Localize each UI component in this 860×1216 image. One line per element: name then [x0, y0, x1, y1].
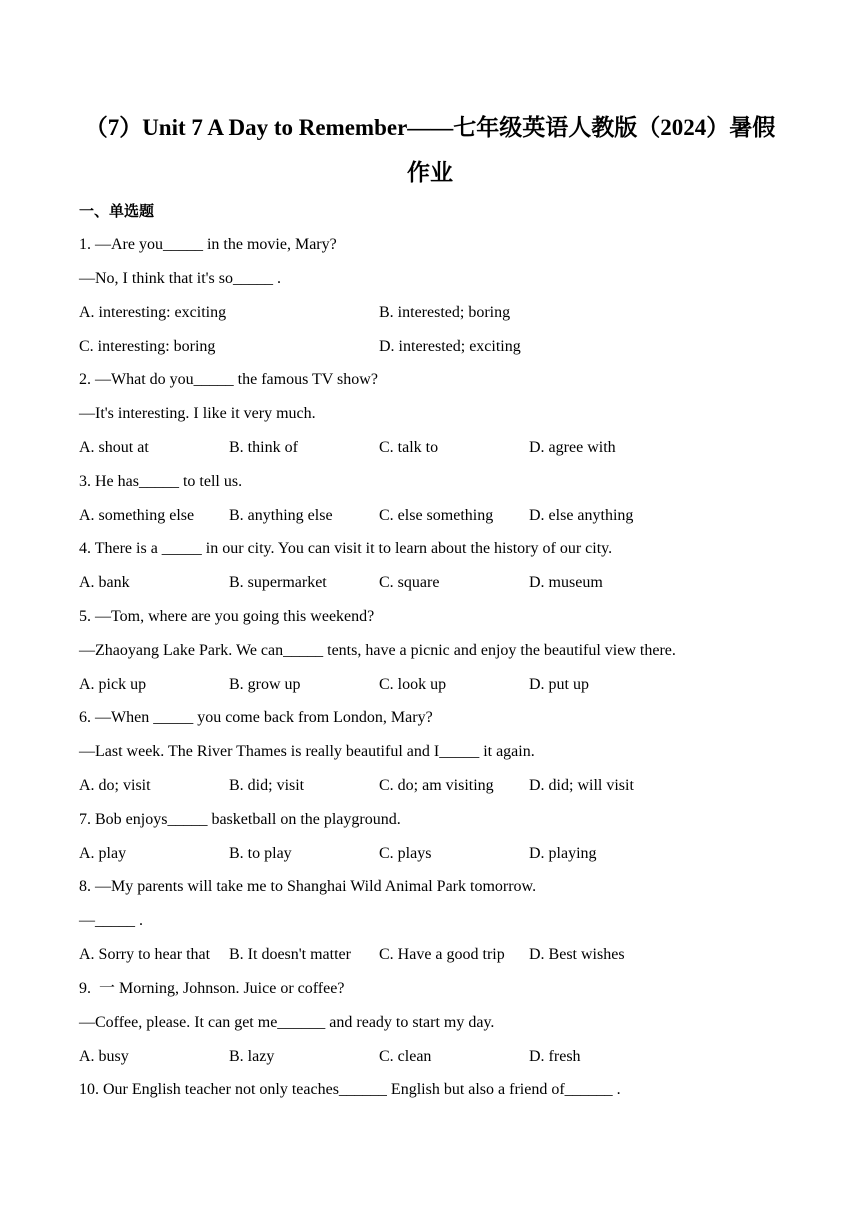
option-a: A. do; visit [79, 777, 151, 794]
question-stem: —_____ . [79, 912, 143, 929]
option-c: C. square [379, 574, 440, 591]
option-a: A. play [79, 845, 127, 862]
question-stem: 7. Bob enjoys_____ basketball on the playground. [79, 811, 401, 828]
option-a: A. shout at [79, 439, 149, 456]
option-a: A. pick up [79, 676, 147, 693]
question-stem: 4. There is a _____ in our city. You can visit it to learn about the history of our city. [79, 540, 613, 557]
page-title-continued: 作业 [407, 160, 453, 185]
option-c: C. else something [379, 507, 494, 524]
option-b: B. did; visit [229, 777, 305, 794]
option-d: D. Best wishes [529, 946, 625, 963]
option-a: A. Sorry to hear that [79, 946, 211, 963]
option-a: A. interesting: exciting [79, 304, 227, 321]
option-d: D. agree with [529, 439, 616, 456]
question-stem: 8. —My parents will take me to Shanghai Wild Animal Park tomorrow. [79, 878, 537, 895]
option-c: C. interesting: boring [79, 338, 216, 355]
question-stem: —It's interesting. I like it very much. [79, 405, 316, 422]
option-b: B. think of [229, 439, 298, 456]
question-stem: 1. —Are you_____ in the movie, Mary? [79, 236, 337, 253]
question-stem: 10. Our English teacher not only teaches______ English but also a friend of______ . [79, 1081, 621, 1098]
question-stem: 5. —Tom, where are you going this weekend? [79, 608, 375, 625]
option-b: B. lazy [229, 1048, 275, 1065]
option-b: B. interested; boring [379, 304, 511, 321]
option-d: D. museum [529, 574, 603, 591]
option-b: B. supermarket [229, 574, 327, 591]
option-a: A. busy [79, 1048, 129, 1065]
option-c: C. Have a good trip [379, 946, 505, 963]
option-c: C. talk to [379, 439, 439, 456]
option-b: B. grow up [229, 676, 301, 693]
option-d: D. did; will visit [529, 777, 634, 794]
question-stem: 2. —What do you_____ the famous TV show? [79, 371, 378, 388]
question-stem: —Zhaoyang Lake Park. We can_____ tents, have a picnic and enjoy the beautiful view there. [79, 642, 676, 659]
option-d: D. put up [529, 676, 589, 693]
option-c: C. look up [379, 676, 447, 693]
question-stem: —No, I think that it's so_____ . [79, 270, 281, 287]
question-stem: —Coffee, please. It can get me______ and ready to start my day. [79, 1014, 495, 1031]
option-c: C. do; am visiting [379, 777, 494, 794]
option-b: B. anything else [229, 507, 333, 524]
option-b: B. It doesn't matter [229, 946, 351, 963]
option-c: C. plays [379, 845, 432, 862]
option-a: A. bank [79, 574, 130, 591]
option-a: A. something else [79, 507, 195, 524]
question-stem: 9. 一 Morning, Johnson. Juice or coffee? [79, 980, 345, 997]
option-d: D. fresh [529, 1048, 581, 1065]
option-d: D. else anything [529, 507, 634, 524]
page-title: （7）Unit 7 A Day to Remember——七年级英语人教版（2024）暑假 [84, 115, 776, 140]
question-stem: 6. —When _____ you come back from London, Mary? [79, 709, 433, 726]
option-d: D. playing [529, 845, 597, 862]
question-stem: 3. He has_____ to tell us. [79, 473, 243, 490]
option-b: B. to play [229, 845, 292, 862]
option-c: C. clean [379, 1048, 432, 1065]
question-stem: —Last week. The River Thames is really beautiful and I_____ it again. [79, 743, 535, 760]
section-heading: 一、单选题 [79, 202, 155, 220]
option-d: D. interested; exciting [379, 338, 521, 355]
